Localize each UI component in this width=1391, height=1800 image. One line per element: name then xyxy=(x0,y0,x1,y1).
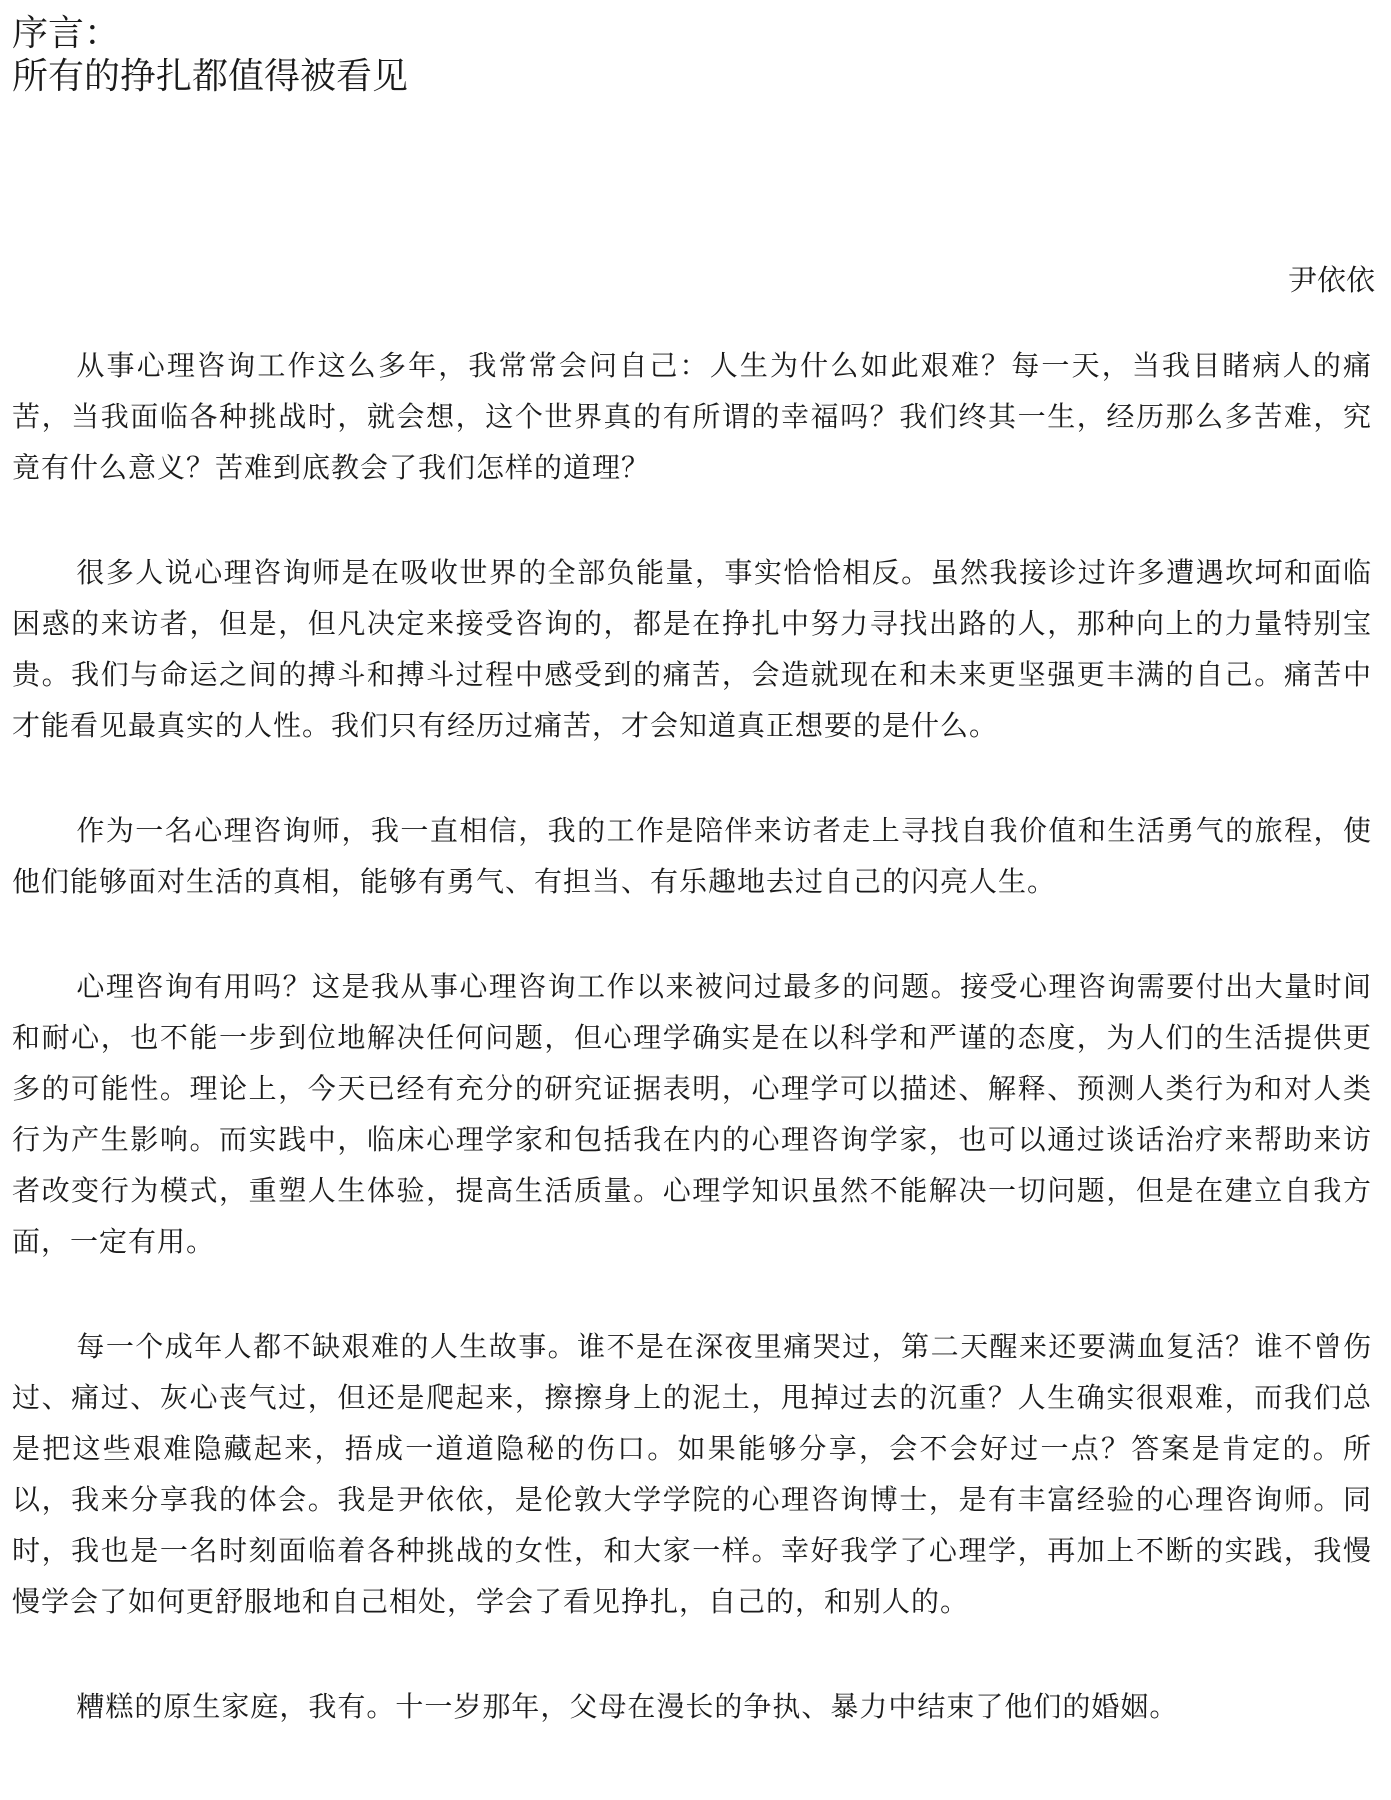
body-text xyxy=(12,340,1372,1786)
paragraph: 从事心理咨询工作这么多年，我常常会问自己：人生为什么如此艰难？每一天，当我目睹病人的痛苦，当我面临各种挑战时，就会想，这个世界真的有所谓的幸福吗？我们终其一生，经历那么多苦难，究竟有什么意义？苦难到底教会了我们怎样的道理？ xyxy=(12,349,1372,484)
paragraph: 糟糕的原生家庭，我有。十一岁那年，父母在漫长的争执、暴力中结束了他们的婚姻。 xyxy=(76,1690,1179,1723)
paragraph: 心理咨询有用吗？这是我从事心理咨询工作以来被问过最多的问题。接受心理咨询需要付出大量时间和耐心，也不能一步到位地解决任何问题，但心理学确实是在以科学和严谨的态度，为人们的生活提供更多的可能性。理论上，今天已经有充分的研究证据表明，心理学可以描述、解释、预测人类行为和对人类行为产生影响。而实践中，临床心理学家和包括我在内的心理咨询学家，也可以通过谈话治疗来帮助来访者改变行为模式，重塑人生体验，提高生活质量。心理学知识虽然不能解决一切问题，但是在建立自我方面，一定有用。 xyxy=(12,970,1372,1258)
paragraph: 很多人说心理咨询师是在吸收世界的全部负能量，事实恰恰相反。虽然我接诊过许多遭遇坎坷和面临困惑的来访者，但是，但凡决定来接受咨询的，都是在挣扎中努力寻找出路的人，那种向上的力量特别宝贵。我们与命运之间的搏斗和搏斗过程中感受到的痛苦，会造就现在和未来更坚强更丰满的自己。痛苦中才能看见最真实的人性。我们只有经历过痛苦，才会知道真正想要的是什么。 xyxy=(12,556,1372,742)
paragraph: 每一个成年人都不缺艰难的人生故事。谁不是在深夜里痛哭过，第二天醒来还要满血复活？谁不曾伤过、痛过、灰心丧气过，但还是爬起来，擦擦身上的泥土，甩掉过去的沉重？人生确实很艰难，而我们总是把这些艰难隐藏起来，捂成一道道隐秘的伤口。如果能够分享，会不会好过一点？答案是肯定的。所以，我来分享我的体会。我是尹依依，是伦敦大学学院的心理咨询博士，是有丰富经验的心理咨询师。同时，我也是一名时刻面临着各种挑战的女性，和大家一样。幸好我学了心理学，再加上不断的实践，我慢慢学会了如何更舒服地和自己相处，学会了看见挣扎，自己的，和别人的。 xyxy=(12,1330,1372,1618)
heading-preface-label: 序言： xyxy=(12,13,121,54)
heading-preface-title: 所有的挣扎都值得被看见 xyxy=(12,56,409,97)
paragraph: 作为一名心理咨询师，我一直相信，我的工作是陪伴来访者走上寻找自我价值和生活勇气的旅程，使他们能够面对生活的真相，能够有勇气、有担当、有乐趣地去过自己的闪亮人生。 xyxy=(12,814,1372,898)
document-title xyxy=(12,12,408,98)
author-name: 尹依依 xyxy=(1287,263,1375,297)
